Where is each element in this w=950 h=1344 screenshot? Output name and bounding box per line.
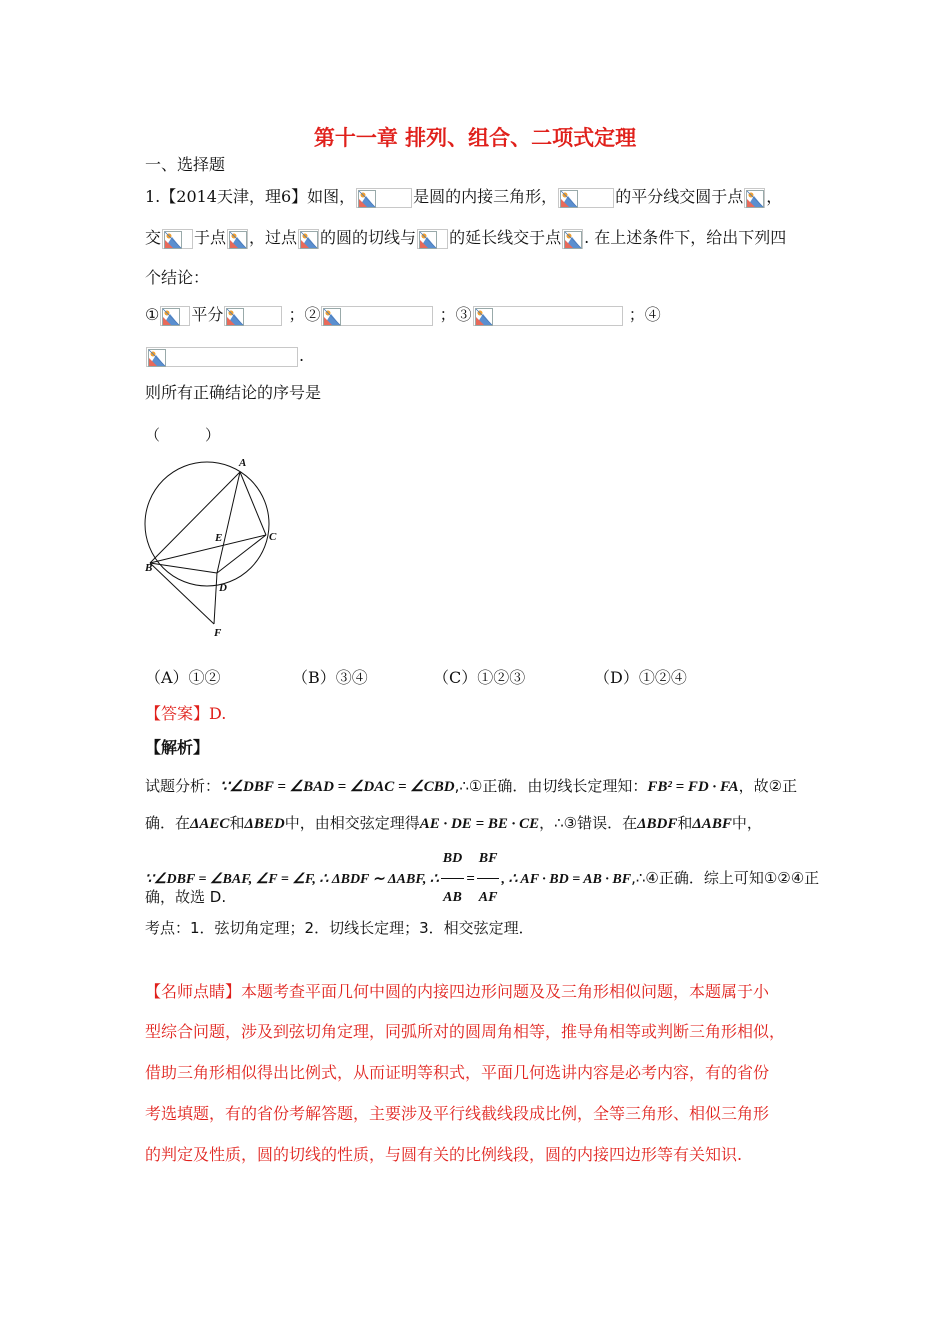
formula-image	[744, 188, 765, 208]
formula-image	[160, 306, 190, 326]
label-E: E	[215, 532, 223, 544]
analysis-math: ΔBED	[244, 816, 285, 832]
formula-image	[162, 229, 193, 249]
separator: ；	[628, 305, 645, 324]
conclusion-2-marker: ②	[304, 305, 321, 324]
circle	[145, 462, 269, 586]
page-title: 第十一章 排列、组合、二项式定理	[313, 125, 637, 150]
label-B: B	[145, 562, 153, 574]
analysis-text: 中，由相交弦定理得	[284, 814, 420, 832]
analysis-text: ,∴①正确．由切线长定理知：	[454, 777, 648, 795]
fraction-denominator: AF	[478, 890, 498, 905]
analysis-text: 确．在	[145, 814, 191, 832]
fraction-bf-af	[477, 840, 500, 917]
question-text: .	[299, 346, 305, 365]
formula-image	[356, 188, 412, 208]
label-F: F	[214, 627, 222, 639]
section-heading: 一、选择题	[145, 155, 226, 174]
label-C: C	[269, 531, 277, 543]
key-points: 考点：1．弦切角定理；2．切线长定理；3．相交弦定理．	[145, 919, 534, 937]
analysis-math: ∵∠DBF = ∠BAD = ∠DAC = ∠CBD	[220, 779, 455, 795]
fraction-numerator: BD	[441, 840, 464, 879]
analysis-math: , ∴ AF · BD = AB · BF	[501, 872, 632, 887]
analysis-text: 和	[677, 814, 693, 832]
formula-image	[417, 229, 448, 249]
fraction-denominator: AB	[443, 890, 462, 905]
analysis-math: AE · DE = BE · CE	[419, 816, 540, 832]
analysis-math: ΔBDF	[637, 816, 678, 832]
analysis-line-2	[145, 813, 762, 834]
question-text: ，	[766, 187, 783, 206]
question-text: 1.【2014天津，理6】如图，	[145, 187, 356, 206]
formula-image	[298, 229, 319, 249]
question-text: 是圆的内接三角形，	[413, 187, 558, 206]
review-line-3: 借助三角形相似得出比例式，从而证明等积式，平面几何选讲内容是必考内容，有的省份	[145, 1063, 770, 1082]
formula-image	[227, 229, 248, 249]
segment-DF	[214, 573, 217, 624]
conclusions-line	[145, 305, 661, 326]
question-text: 的平分线交圆于点	[615, 187, 744, 206]
analysis-math: =	[466, 871, 475, 887]
formula-image	[558, 188, 614, 208]
question-line-3: 个结论：	[145, 268, 210, 287]
analysis-text: 中，	[731, 814, 762, 832]
review-line-5: 的判定及性质，圆的切线的性质，与圆有关的比例线段，圆的内接四边形等有关知识.	[145, 1145, 743, 1164]
fraction-bd-ab	[441, 840, 464, 917]
question-text: 于点	[194, 228, 227, 247]
question-text: 的延长线交于点	[449, 228, 562, 247]
conclusion-1-marker: ①	[145, 305, 160, 324]
formula-image	[562, 229, 583, 249]
option-a: （A）①②	[145, 668, 221, 687]
answer-paren: （ ）	[145, 426, 221, 444]
analysis-math: ∵∠DBF = ∠BAF, ∠F = ∠F, ∴ ΔBDF ∼ ΔABF, ∴	[145, 872, 439, 887]
segment-AB	[150, 472, 240, 563]
analysis-line-3	[145, 840, 819, 917]
conclusion-4-marker: ④	[644, 305, 661, 324]
label-A: A	[239, 457, 247, 469]
separator: ；	[439, 305, 456, 324]
review-text: 本题考查平面几何中圆的内接四边形问题及及三角形相似问题，本题属于小	[241, 982, 770, 1001]
analysis-text: 和	[229, 814, 245, 832]
geometry-figure	[135, 450, 295, 645]
formula-image	[146, 347, 298, 367]
analysis-line-1	[145, 776, 797, 797]
conclusion-4-line	[145, 346, 304, 367]
answer-line	[145, 704, 226, 724]
analysis-tag: 【解析】	[145, 738, 210, 757]
conclusion-3-marker: ③	[455, 305, 472, 324]
tangent-BF	[150, 563, 214, 624]
question-ask: 则所有正确结论的序号是	[145, 383, 322, 402]
analysis-math: ΔAEC	[190, 816, 230, 832]
question-line-2	[145, 228, 786, 249]
analysis-text: ，∴③错误．在	[539, 814, 638, 832]
question-line-1	[145, 187, 782, 208]
analysis-text: ,∴④正确．综上可知①②④正	[631, 869, 820, 887]
formula-image	[321, 306, 433, 326]
option-c: （C）①②③	[433, 668, 526, 687]
analysis-text: 试题分析：	[145, 777, 221, 795]
segment-AC	[240, 472, 266, 535]
question-text: . 在上述条件下，给出下列四	[584, 228, 787, 247]
analysis-math: ΔABF	[692, 816, 732, 832]
review-line-1	[145, 982, 769, 1002]
review-line-4: 考选填题，有的省份考解答题，主要涉及平行线截线段成比例，全等三角形、相似三角形	[145, 1104, 770, 1123]
fraction-numerator: BF	[477, 840, 500, 879]
option-d: （D）①②④	[594, 668, 687, 687]
analysis-math: FB² = FD · FA	[647, 779, 739, 795]
segment-BD	[150, 563, 217, 573]
answer-tag: 【答案】	[145, 704, 210, 723]
question-text: 的圆的切线与	[320, 228, 417, 247]
formula-image	[224, 306, 282, 326]
option-b: （B）③④	[292, 668, 368, 687]
question-text: 交	[145, 228, 162, 247]
review-line-2: 型综合问题，涉及到弦切角定理，同弧所对的圆周角相等，推导角相等或判断三角形相似，	[145, 1022, 786, 1041]
label-D: D	[219, 582, 227, 594]
analysis-text: ，故②正	[738, 777, 798, 795]
question-text: 平分	[191, 305, 224, 324]
formula-image	[473, 306, 623, 326]
review-tag: 【名师点睛】	[145, 982, 242, 1001]
separator: ；	[288, 305, 305, 324]
question-text: ，过点	[249, 228, 298, 247]
analysis-line-4: 确，故选 D.	[145, 888, 227, 906]
answer-value: D.	[209, 704, 227, 723]
